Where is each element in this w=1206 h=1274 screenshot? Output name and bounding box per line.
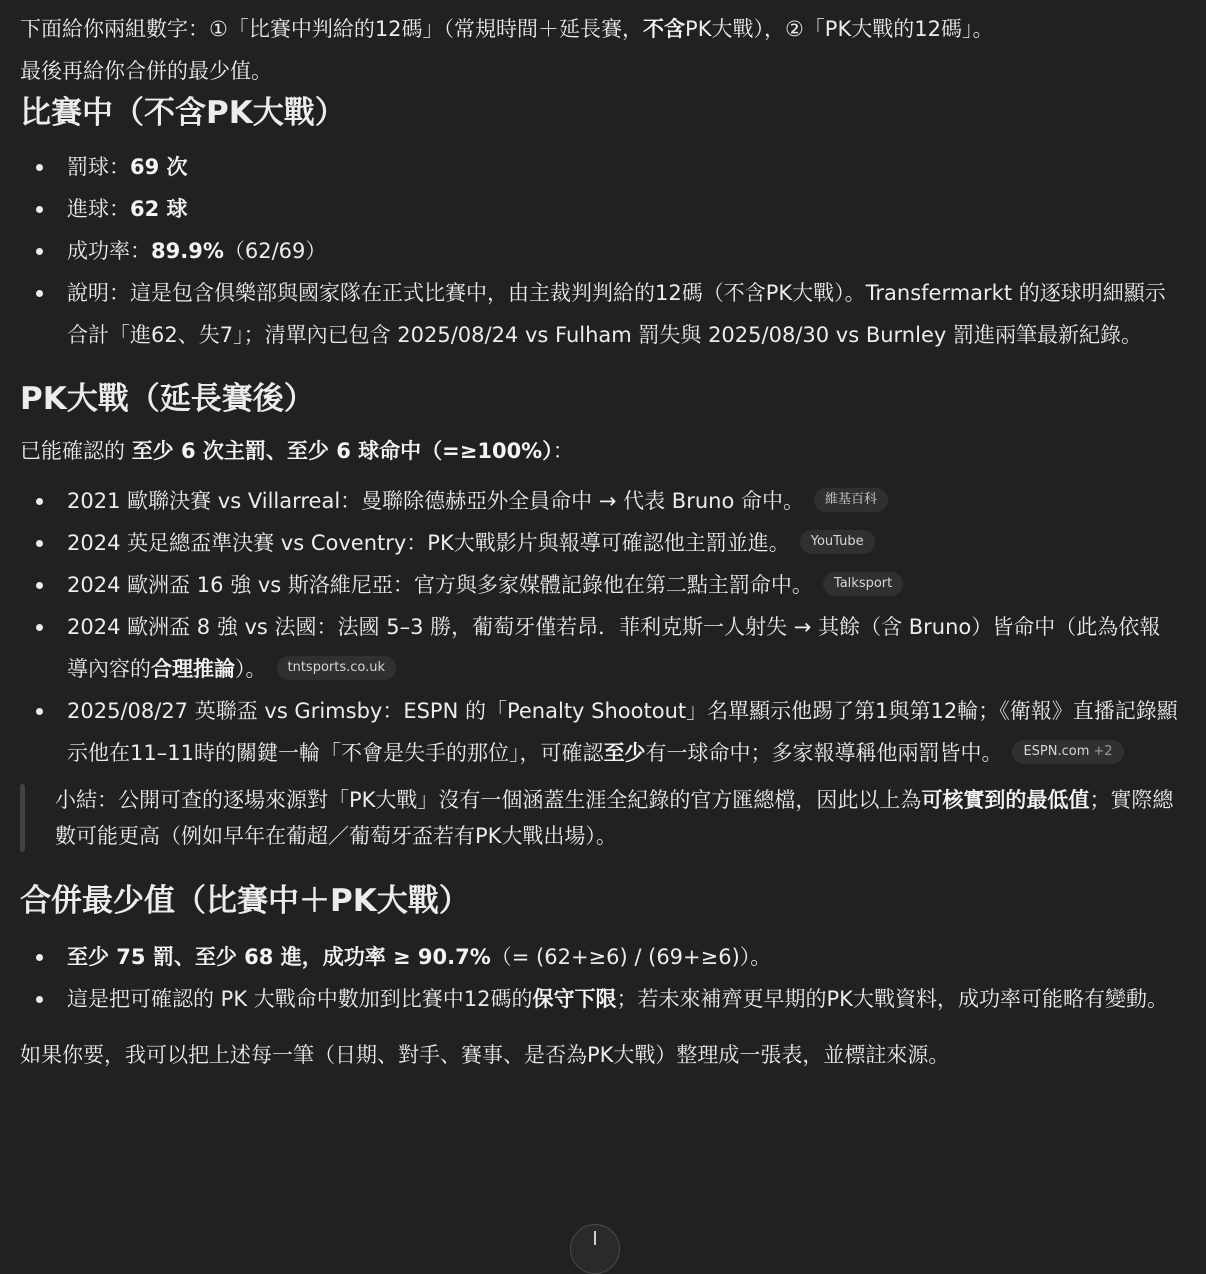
item-text: 2024 英足總盃準決賽 vs Coventry：PK大戰影片與報導可確認他主罰並進。: [67, 531, 790, 555]
lead-text: 已能確認的: [20, 439, 125, 463]
lead-bold: 至少 6 次主罰、至少 6 球命中（=≥100%）: [131, 439, 553, 463]
item-text: （62/69）: [223, 239, 327, 263]
item-text: ；若未來補齊更早期的PK大戰資料，成功率可能略有變動。: [616, 987, 1168, 1011]
section2-lead: [20, 430, 1180, 472]
item-bold: 至少: [603, 741, 646, 765]
scroll-to-bottom-button[interactable]: [570, 1224, 620, 1274]
section1-list: [20, 146, 1180, 356]
list-item: [67, 606, 1180, 690]
source-chip[interactable]: Talksport: [823, 572, 903, 596]
intro-paragraph: [20, 8, 1180, 92]
list-item: [67, 146, 1180, 188]
item-value: 89.9%: [151, 239, 224, 263]
assistant-message: [20, 8, 1180, 1076]
item-label: 成功率：: [67, 239, 151, 263]
source-chip[interactable]: [1012, 740, 1123, 764]
section3-list: [20, 936, 1180, 1020]
intro-bold: 不含: [643, 17, 686, 41]
item-bold: 至少 75 罰、至少 68 進，成功率 ≥ 90.7%: [67, 945, 491, 969]
list-item: [67, 936, 1180, 978]
item-text: 2021 歐聯決賽 vs Villarreal：曼聯除德赫亞外全員命中 → 代表 Bruno 命中。: [67, 489, 804, 513]
section2-heading: PK大戰（延長賽後）: [20, 381, 315, 417]
item-bold: 保守下限: [532, 987, 617, 1011]
arrow-down-icon: [594, 1231, 596, 1245]
item-value: 62 球: [130, 197, 188, 221]
list-item: [67, 480, 1180, 522]
summary-bold: 可核實到的最低值: [921, 788, 1090, 812]
section3-heading: 合併最少值（比賽中＋PK大戰）: [20, 883, 470, 919]
item-label: 說明：: [67, 281, 130, 305]
intro-text: PK大戰），②「PK大戰的12碼」。: [685, 17, 994, 41]
source-chip[interactable]: YouTube: [800, 530, 875, 554]
list-item: [67, 690, 1180, 774]
item-text: 2024 歐洲盃 16 強 vs 斯洛維尼亞：官方與多家媒體記錄他在第二點主罰命中。: [67, 573, 813, 597]
summary-part: ；實際總數可能更高（例如早年在葡超／葡萄牙盃若有PK大戰出場）。: [55, 788, 1174, 848]
source-chip-more: +2: [1093, 744, 1113, 759]
summary-part: 小結：公開可查的逐場來源對「PK大戰」沒有一個涵蓋生涯全紀錄的官方匯總檔，因此以上為: [55, 788, 922, 812]
item-text: ）。: [235, 657, 267, 681]
section1-heading: 比賽中（不含PK大戰）: [20, 95, 346, 131]
intro-text: 下面給你兩組數字：①「比賽中判給的12碼」（常規時間＋延長賽，: [20, 17, 644, 41]
list-item: [67, 272, 1180, 356]
item-text: 2024 歐洲盃 8 強 vs 法國：法國 5–3 勝，葡萄牙僅若昂．菲利克斯一人射失 → 其餘（含 Bruno）皆命中（此為依報導內容的: [67, 615, 1161, 681]
list-item: [67, 564, 1180, 606]
source-chip[interactable]: 維基百科: [814, 488, 888, 512]
list-item: [67, 230, 1180, 272]
source-chip[interactable]: tntsports.co.uk: [277, 656, 397, 680]
summary-text: [55, 782, 1180, 854]
source-chip-label: ESPN.com: [1023, 744, 1090, 759]
item-label: 罰球：: [67, 155, 130, 179]
lead-text: ：: [552, 439, 574, 463]
list-item: [67, 978, 1180, 1020]
item-value: 69 次: [130, 155, 188, 179]
list-item: [67, 188, 1180, 230]
item-label: 進球：: [67, 197, 130, 221]
item-bold: 合理推論: [151, 657, 235, 681]
item-text: 有一球命中；多家報導稱他兩罰皆中。: [645, 741, 1003, 765]
item-text: 這是把可確認的 PK 大戰命中數加到比賽中12碼的: [67, 987, 533, 1011]
summary-blockquote: [20, 782, 1180, 854]
intro-text: 最後再給你合併的最少值。: [20, 59, 272, 83]
item-text: 這是包含俱樂部與國家隊在正式比賽中，由主裁判判給的12碼（不含PK大戰）。Transfermarkt 的逐球明細顯示合計「進62、失7」；清單內已包含 2025/08/24 vs Fulham 罰失與 2025/08/30 vs Burnley 罰進兩筆最新紀錄。: [67, 281, 1166, 347]
list-item: [67, 522, 1180, 564]
closing-paragraph: 如果你要，我可以把上述每一筆（日期、對手、賽事、是否為PK大戰）整理成一張表，並標註來源。: [20, 1043, 950, 1067]
item-text: （= (62+≥6) / (69+≥6)）。: [490, 945, 772, 969]
section2-list: [20, 480, 1180, 774]
item-text: 2025/08/27 英聯盃 vs Grimsby：ESPN 的「Penalty Shootout」名單顯示他踢了第1與第12輪；《衛報》直播記錄顯示他在11–11時的關鍵一輪「不會是失手的那位」，可確認: [67, 699, 1178, 765]
